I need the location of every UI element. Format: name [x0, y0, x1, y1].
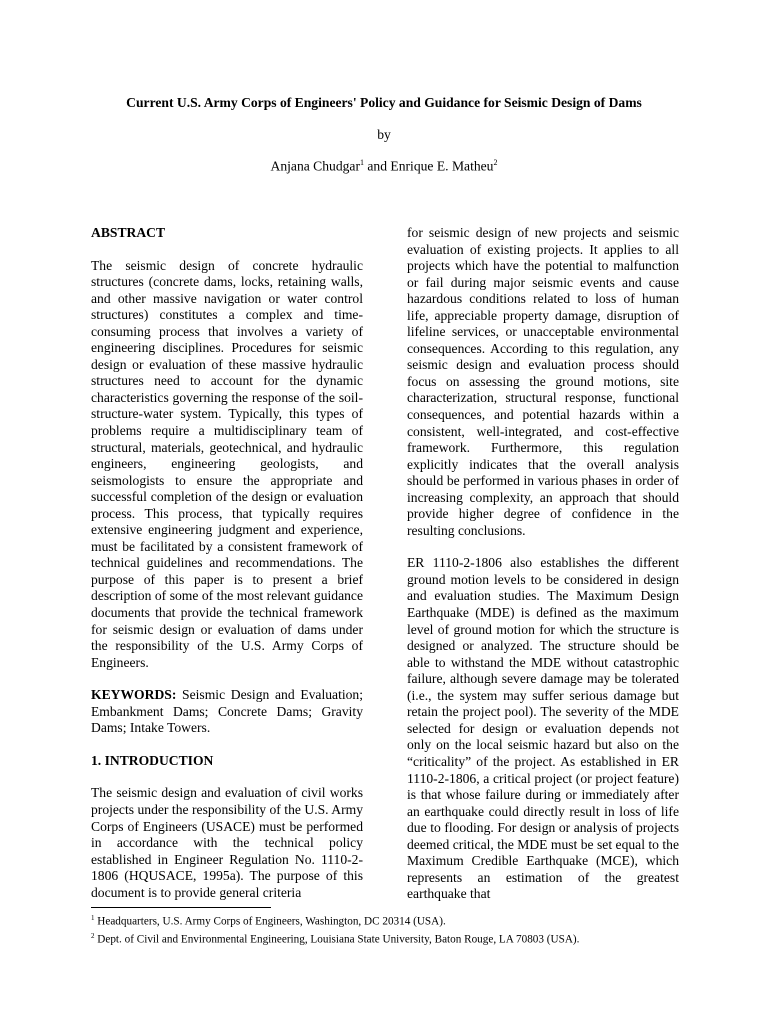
- footnote-1: [91, 911, 691, 929]
- footnote-2-text: Dept. of Civil and Environmental Engineering, Louisiana State University, Baton Rouge, LA 70803 (USA).: [94, 933, 580, 946]
- abstract-heading: ABSTRACT: [91, 225, 166, 240]
- author-1-footnote-mark: 1: [359, 158, 364, 167]
- footnotes: [91, 911, 691, 946]
- abstract-text: The seismic design of concrete hydraulic structures (concrete dams, locks, retaining walls, and other massive navigation or water control structures) constitutes a complex and time-consuming process that involves a variety of engineering disciplines. Procedures for seismic design or evaluation of these massive hydraulic structures need to account for the dynamic characteristics governing the response of the soil-structure-water system. Typically, this types of problems require a multidisciplinary team of structural, materials, geotechnical, and hydraulic engineers, engineering geologists, and seismologists to ensure the appropriate and successful completion of the design or evaluation process. This process, that typically requires extensive engineering judgment and experience, must be facilitated by a consistent framework of technical guidelines and recommendations. The purpose of this paper is to present a brief description of some of the most relevant guidance documents that provide the technical framework for seismic design or evaluation of dams under the responsibility of the U.S. Army Corps of Engineers.: [91, 257, 363, 670]
- introduction-text: The seismic design and evaluation of civil works projects under the responsibility of the U.S. Army Corps of Engineers (USACE) must be performed in accordance with the technical policy established in Engineer Regulation No. 1110-2-1806 (HQUSACE, 1995a). The purpose of this document is to provide general criteria: [91, 785, 363, 900]
- right-paragraph-2: ER 1110-2-1806 also establishes the different ground motion levels to be considered in design and evaluation studies. The Maximum Design Earthquake (MDE) is defined as the maximum level of ground motion for which the structure is designed or analyzed. The structure should be able to withstand the MDE without catastrophic failure, although severe damage may be tolerated (i.e., the system may suffer serious damage but retain the project pool). The severity of the MDE selected for design or evaluation depends not only on the local seismic hazard but also on the “criticality” of the project. As established in ER 1110-2-1806, a critical project (or project feature) is that whose failure during or immediately after an earthquake could directly result in loss of life due to flooding. For design or analysis of projects deemed critical, the MDE must be set equal to the Maximum Credible Earthquake (MCE), which represents an estimation of the greatest earthquake that: [407, 555, 679, 902]
- author-2: Enrique E. Matheu: [390, 158, 494, 174]
- footnote-2-mark: 2: [91, 931, 95, 940]
- paper-title: Current U.S. Army Corps of Engineers' Policy and Guidance for Seismic Design of Dams: [126, 95, 642, 110]
- footnote-divider: [91, 907, 271, 908]
- footnote-1-text: Headquarters, U.S. Army Corps of Engineers, Washington, DC 20314 (USA).: [94, 915, 446, 928]
- by-line: by: [377, 127, 391, 142]
- keywords-label: KEYWORDS:: [91, 687, 177, 703]
- authors-line: [0, 158, 768, 175]
- right-column: [407, 225, 679, 919]
- footnote-2: [91, 929, 691, 947]
- keywords-text: Seismic Design and Evaluation; Embankment Dams; Concrete Dams; Gravity Dams; Intake Towers.: [91, 687, 363, 736]
- introduction-heading: 1. INTRODUCTION: [91, 752, 214, 768]
- right-paragraph-1: for seismic design of new projects and seismic evaluation of existing projects. It applies to all projects which have the potential to malfunction or fail during major seismic events and cause hazardous conditions related to loss of human life, appreciable property damage, disruption of lifeline services, or unacceptable environmental consequences. According to this regulation, any seismic design and evaluation process should focus on assessing the ground motions, site characterization, structural response, functional consequences, and potential hazards within a consistent, well-integrated, and cost-effective framework. Furthermore, this regulation explicitly indicates that the overall analysis should be performed in various phases in order of increasing complexity, an approach that should provide higher degree of confidence in the resulting conclusions.: [407, 225, 679, 538]
- footnote-1-mark: 1: [91, 914, 95, 922]
- author-join: and: [363, 158, 391, 174]
- author-1: Anjana Chudgar: [270, 158, 360, 174]
- author-2-footnote-mark: 2: [493, 158, 498, 167]
- keywords: [91, 687, 363, 737]
- left-column: [91, 225, 363, 917]
